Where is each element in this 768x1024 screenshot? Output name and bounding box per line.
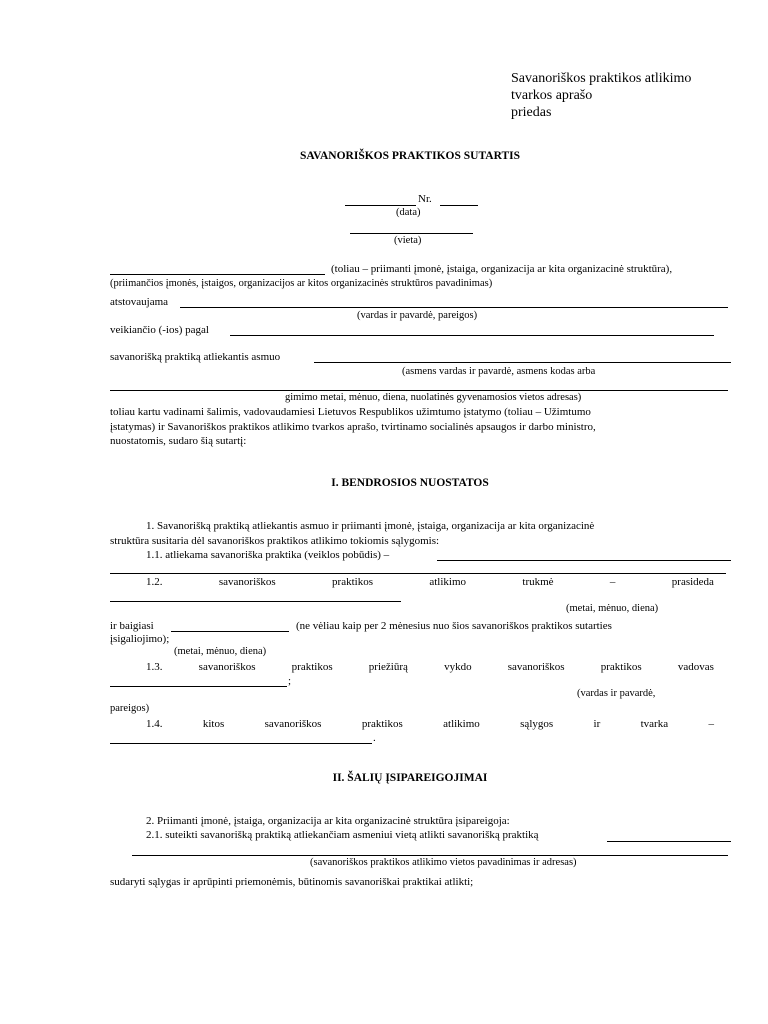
p21-blank[interactable] — [607, 841, 731, 842]
p12-start-blank[interactable] — [110, 601, 401, 602]
p13-word: vykdo — [444, 661, 472, 673]
place-blank[interactable] — [350, 233, 473, 234]
p12-word: praktikos — [332, 576, 373, 588]
volunteer-label: savanorišką praktiką atliekantis asmuo — [110, 351, 281, 363]
p21-end: sudaryti sąlygas ir aprūpinti priemonėmis, būtinomis savanoriškai praktikai atlikti; — [110, 876, 474, 888]
date-blank[interactable] — [345, 205, 416, 206]
volunteer-blank-2[interactable] — [110, 390, 728, 391]
annex-block — [511, 70, 691, 121]
p12-end-text-2: įsigaliojimo); — [110, 633, 170, 645]
represented-blank[interactable] — [180, 307, 728, 308]
place-caption: (vieta) — [394, 235, 422, 246]
p13-word: priežiūrą — [368, 661, 408, 673]
p14-word: tvarka — [640, 718, 669, 730]
p13-word: praktikos — [291, 661, 333, 673]
acting-label: veikiančio (-ios) pagal — [110, 324, 209, 336]
host-suffix: (toliau – priimanti įmonė, įstaiga, organizacija ar kita organizacinė struktūra), — [331, 263, 673, 275]
document-title: SAVANORIŠKOS PRAKTIKOS SUTARTIS — [299, 150, 521, 162]
p13-word: savanoriškos — [198, 661, 256, 673]
p13-word: praktikos — [600, 661, 642, 673]
host-caption: (priimančios įmonės, įstaigos, organizacijos ar kitos organizacinės struktūros pavadinimas) — [110, 278, 493, 289]
parties-paragraph — [110, 405, 740, 449]
section-1-heading: I. BENDROSIOS NUOSTATOS — [331, 477, 489, 489]
parties-paragraph-line-2: įstatymas) ir Savanoriškos praktikos atlikimo tvarkos aprašo, tvirtinamo socialinės apsaugos ir darbo ministro, — [110, 420, 596, 433]
p21-caption: (savanoriškos praktikos atlikimo vietos pavadinimas ir adresas) — [310, 857, 577, 868]
acting-blank[interactable] — [230, 335, 714, 336]
annex-line-3: priedas — [511, 105, 552, 120]
p13-word: savanoriškos — [507, 661, 565, 673]
represented-caption: (vardas ir pavardė, pareigos) — [357, 310, 478, 321]
nr-blank[interactable] — [440, 205, 478, 206]
date-caption: (data) — [396, 207, 421, 218]
p14-period: . — [373, 732, 376, 744]
p13-caption: (vardas ir pavardė, — [577, 688, 656, 699]
annex-line-2: tvarkos aprašo — [511, 88, 593, 103]
p14-word: 1.4. — [146, 718, 163, 730]
p12-caption: (metai, mėnuo, diena) — [566, 603, 659, 614]
p13-semicolon: ; — [288, 675, 292, 687]
p14-word: ir — [593, 718, 601, 730]
p12-end-label: ir baigiasi — [110, 620, 154, 632]
annex-line-1: Savanoriškos praktikos atlikimo — [511, 71, 692, 86]
p2-text: 2. Priimanti įmonė, įstaiga, organizacija ar kita organizacinė struktūra įsipareigoja: — [146, 815, 510, 827]
volunteer-caption-2: gimimo metai, mėnuo, diena, nuolatinės gyvenamosios vietos adresas) — [285, 392, 582, 403]
p12-word: trukmė — [522, 576, 554, 588]
p12-word: prasideda — [671, 576, 714, 588]
p13-caption-2: pareigos) — [110, 703, 150, 714]
parties-paragraph-line-3: nuostatomis, sudaro šią sutartį: — [110, 435, 247, 447]
p11-blank[interactable] — [437, 560, 731, 561]
p13-line — [146, 661, 714, 674]
host-name-blank[interactable] — [110, 274, 325, 275]
p13-word: 1.3. — [146, 661, 163, 673]
p12-word: – — [609, 576, 616, 588]
represented-label: atstovaujama — [110, 296, 169, 308]
p11-text: 1.1. atliekama savanoriška praktika (veiklos pobūdis) – — [146, 549, 390, 561]
p12-word: savanoriškos — [218, 576, 276, 588]
p21-text: 2.1. suteikti savanorišką praktiką atliekančiam asmeniui vietą atlikti savanorišką praktiką — [146, 829, 539, 841]
nr-label: Nr. — [418, 193, 432, 205]
p11-blank-2[interactable] — [110, 573, 726, 574]
section-2-heading: II. ŠALIŲ ĮSIPAREIGOJIMAI — [332, 772, 488, 784]
p21-blank-2[interactable] — [132, 855, 728, 856]
p14-line — [146, 718, 714, 731]
p12-caption-2: (metai, mėnuo, diena) — [174, 646, 267, 657]
volunteer-blank[interactable] — [314, 362, 731, 363]
p13-word: vadovas — [677, 661, 714, 673]
p14-word: atlikimo — [443, 718, 480, 730]
volunteer-caption-1: (asmens vardas ir pavardė, asmens kodas arba — [402, 366, 596, 377]
p14-word: praktikos — [361, 718, 403, 730]
p14-blank[interactable] — [110, 743, 372, 744]
p14-word: – — [708, 718, 714, 730]
p12-word: 1.2. — [146, 576, 163, 588]
parties-paragraph-line-1: toliau kartu vadinami šalimis, vadovaudamiesi Lietuvos Respublikos užimtumo įstatymo (toliau – Užimtumo — [110, 406, 591, 418]
p1-line-1: 1. Savanorišką praktiką atliekantis asmuo ir priimanti įmonė, įstaiga, organizacija ar kita organizacinė — [146, 520, 595, 532]
p1-line-2: struktūra susitaria dėl savanoriškos praktikos atlikimo tokiomis sąlygomis: — [110, 535, 440, 547]
p12-end-blank[interactable] — [171, 631, 289, 632]
p13-blank[interactable] — [110, 686, 287, 687]
p12-line — [146, 576, 714, 589]
p14-word: sąlygos — [520, 718, 554, 730]
p12-word: atlikimo — [429, 576, 467, 588]
p12-end-text: (ne vėliau kaip per 2 mėnesius nuo šios savanoriškos praktikos sutarties — [296, 620, 612, 632]
p14-word: kitos — [202, 718, 225, 730]
p14-word: savanoriškos — [264, 718, 322, 730]
